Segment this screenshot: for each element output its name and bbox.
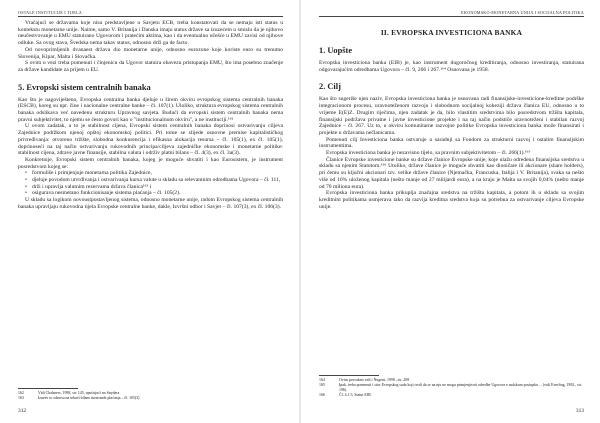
footnote-number: 165 — [319, 383, 325, 387]
footnote-text: Vidi Chalmers, 1998, str. 145, upućujući na Snydera — [38, 391, 120, 395]
footnote — [319, 383, 584, 393]
paragraph: U skladu sa logikom novoustpostavljenog sistema, odnosno monetarne unije, radom Evropskog sistema centralnih banaka upravljaju rukovodna tijela Evropske centralne banke, dakle, Izvršni odbor i Savjet – čl. 107(3), ex čl. 106(3). — [18, 197, 283, 210]
footnote-text: Čl. 4.1.5, Statut EIB. — [339, 393, 372, 397]
page-number: 313 — [575, 408, 584, 414]
section-heading: 1. Uopšte — [319, 46, 353, 55]
chapter-title: II. EVROPSKA INVESTICIONA BANKA — [380, 28, 523, 37]
footnote-number: 163 — [18, 396, 24, 400]
paragraph: Evropska investiciona banka je nezavisno tijelo, sa pravnim subjektivitetom – čl. 266(1).¹⁶⁵ — [326, 150, 531, 157]
footnote-text: Ovim povodom vidi i Nugent, 1998., str. 208 — [339, 378, 410, 382]
running-head — [319, 7, 584, 17]
running-head — [18, 7, 283, 17]
footnote-number: 166 — [319, 393, 325, 397]
left-page — [0, 0, 299, 423]
list-item: • formuliše i primjenjuje monetarna politika Zajednice, — [32, 170, 283, 177]
footnote-divider — [319, 375, 379, 376]
right-page-body — [319, 20, 584, 210]
running-head-text: OSTALE INSTITUCIJE I TIJELA — [18, 10, 82, 15]
footnote — [319, 393, 584, 398]
paragraph: Vračajući se državama koje nisu predstavljene u Savjetu ECB, treba konstatovati da se nemaju isti status u kontekstu monetarne unije. Naime, samo V. Britanija i Danska imaju status države sa izuzećem u smislu da je njihovo neučestvovanje u EMU statuirano Ugovorom i pratećim aktima, kao i da eventualno učešće u EMU zavisi od njihove odluke. Sa ovog stava, Švedska nema takav status, odnosno drži ga de facto. — [18, 20, 283, 47]
running-head-text: EKONOMSKO-MONETARNA UNIJA I SOCIJALNA POLITIKA — [461, 10, 584, 15]
paragraph: Od novoprimljenih dvanaest država dio monetarne unije, odnosno eurozone koje koriste euro su trenutno Slovenija, Kipar, Malta i Slovačka. — [18, 46, 283, 60]
footnote-number: 164 — [319, 378, 325, 382]
section-heading: 5. Evropski sistem centralnih banaka — [18, 82, 151, 92]
footnote-divider — [18, 388, 78, 389]
paragraph: U ovom zadatak, a to je stabilnost cijena, Evropski sistem centralnih banaka doprinosi ostvarivanju ciljeva Zajednice podržkom njenoj opštoj ekonomskoj politici. Pri tome se slijede osnovne premise kapitalističkog privređivanja: otvoreno tržište, slobodna konkurencija i efikasna alokacija resursa – čl. 105(1), ex čl. 105(1), doprinoseći na taj način ostvarivanju rukovodnih principa/ciljeva zajedničke ekonomske i monetarne politike: stabilnost cijena, zdrave javne finansije, stabilna valuta i održiv platni bilans – čl. 4(3), ex čl. 3a(3). — [18, 123, 283, 157]
footnotes — [18, 384, 283, 401]
paragraph: Kao što je nagoviješteno, Evropska centralna banka djeluje u širem okviru evropskog sistema centralnih banaka (ESCB), koreg su npr. čine i nacionalne centralne banke – čl. 107(1). Uloliko, struktura evropskog sistema centralnih banaka odslikava već navedenu strukturu Upravnog savjeta. Budući da evropski sistem centralnih banaka nema pravni subjektivitet, to njemu se često govori kao o "institucionalnom okviru", a ne instituciji.¹⁶² — [18, 96, 283, 123]
footnotes — [319, 371, 584, 398]
paragraph: S ovim u vezi treba pomenuti i činjenicu da Ugovor statuira obavezu pristupanja EMU, što ima posebno značenje za države kandidate za prijem u EU. — [18, 60, 283, 73]
footnote-number: 162 — [18, 391, 24, 395]
list-item: • djeluje povodom utvrđivanja i ostvarivanja kursa valute u skladu sa relevantnim odredbama Ugovora – čl. 111, — [32, 177, 283, 184]
right-page — [301, 0, 600, 423]
footnote — [18, 396, 283, 401]
footnote-text: Izuzev to odnosu na tekući bilans inostranih plaćanja – čl. 105(3) — [38, 396, 140, 400]
bullet-list — [18, 170, 283, 197]
paragraph: Pomenuti cilj Investiciona banka ostvaruje u saradnji sa Fondom za strukturni razvoj i ostalim finansijskim instrumentima. — [319, 136, 584, 150]
paragraph: Kao što sugeriše njen naziv, Evropska investiciona banka je osnovana radi finansijske-investicione-kreditne podrške integracionom procesu, uravnoteženom razvoju i slobodnom socijalnoj koheziji država članica EU, odnosno u to vrijeme E(E)Z. Drugim riječima, njen zadatak je da, bilo vlastitim sredstvima bilo posredstvom tržišta kapitala, finansijski podržava privatne i javne investicione projekte i na taj način podstiče uravnoteženi i stabilan razvoj Zajednice – čl. 267. Uz to, u okviru komunitarne razvojne politike Evropska investiciona banka može finansirati i projekte u državama nečlanicama. — [319, 96, 584, 136]
paragraph: Članice Evropske investicione banke su države članice Evropske unije, koje ulažu određena finansijska sredstva u skladu sa njenim Statutom.¹⁶⁶ Utoliko, države članice je moguće shvatiti kao dioničare ili akcionare (share holders), pri čemu su ključni akcionari tzv. velike države članice (Njemačka, Francuska, Italija i V. Britanija), svaka sa nešto više od 16% uloženog kapitala (nešto manje od 27 milijardi eura), a na kraju je Malta sa svojih 0,04% (nešto manje od 70 miliona eura). — [319, 156, 584, 190]
footnote-text: Ipak, treba pomenuti i stav Evropskog suda koji tvrdi da se na nju ne mogu primjenjivati odredbe Ugovora o sudskom postupku ... (vidi Everling, 1992., str. 196). — [339, 383, 582, 392]
page-number: 312 — [18, 408, 27, 414]
paragraph: Evropska investiciona banka prikuplja značajna sredstva na tržištu kapitala, a potom ih u skladu sa svojim kreditnim politikama usmjerava tako da razvija kreditna sredstva koja su potrebna za ostvarivanje ciljeva Evropske unije. — [319, 190, 584, 210]
left-page-body — [18, 20, 283, 211]
list-item: • drži i upravlja valutnim rezervama država članica¹⁶³ i — [32, 184, 283, 191]
paragraph: Konkretnije, Evropski sistem centralnih banaka, kojeg je moguće shvatiti i kao Eurosistem, je instrument posredstvom kojeg se: — [18, 156, 283, 170]
paragraph: Evropska investiciona banka (EIB) je, kao instrument dugoročnog kreditiranja, odnosno investiranja, statuirana odgovarajućim odredbama Ugovora – čl. 9, 266 i 267.¹⁶⁴ Osnovana je 1958. — [319, 60, 584, 73]
section-heading: 2. Cilj — [319, 82, 341, 92]
list-item: • osigurava nesmetano funkcionisanje sistema plaćanja – čl. 105(2). — [32, 190, 283, 197]
